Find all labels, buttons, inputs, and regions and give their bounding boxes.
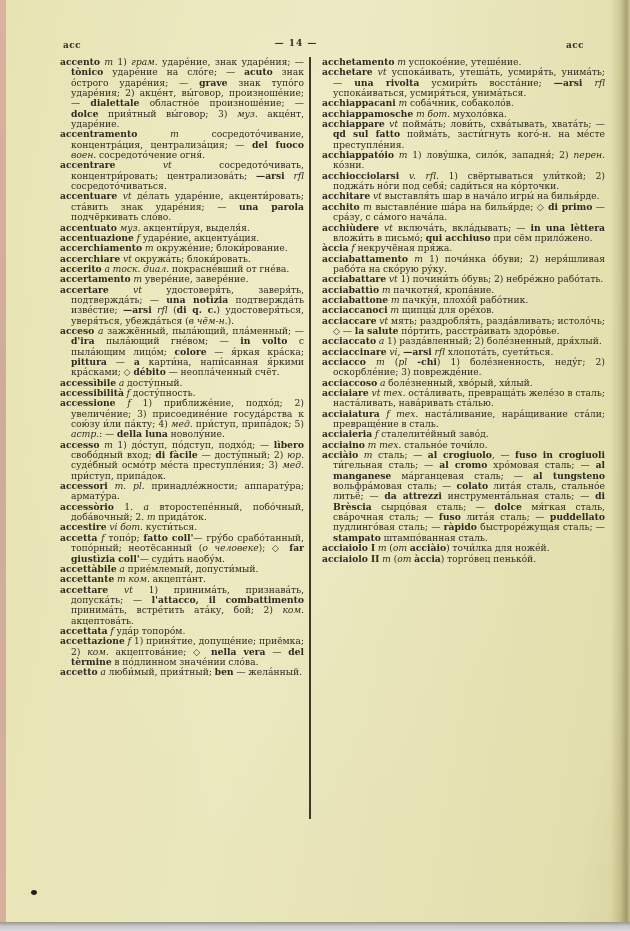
dictionary-entry: acciaieria f сталелите́йный заво́д. (322, 429, 489, 441)
page-left-edge (0, 0, 6, 931)
headword: accerchiamento (60, 243, 143, 255)
dictionary-entry: accettata f уда́р топоро́м. (60, 625, 186, 637)
headword: acciaccanoci (322, 305, 388, 317)
dictionary-entry: accentuato муз. акценти́руя, выделя́я. (60, 222, 250, 234)
dictionary-entry: acciaiolo II m (от àccia) торго́вец пенько́й. (322, 553, 537, 565)
headword: accessìbile (60, 377, 117, 389)
left-column (60, 58, 304, 679)
headword: accentrare (60, 160, 116, 172)
dictionary-entry: acciaccoso a боле́зненный, хво́рый, хи́лый. (322, 377, 533, 389)
dictionary-entry: accessori m. pl. принадле́жности; аппарату́ра; армату́ра. (60, 481, 304, 503)
headword: accessori (60, 481, 108, 493)
headword: acceso (60, 325, 95, 337)
dictionary-entry: acciaccare vt мять; раздробля́ть, разда́вливать; истоло́чь; ◇ — la salute по́ртить, расстра́ивать здоро́вье. (322, 315, 605, 337)
running-head-left: acc (63, 41, 81, 51)
headword: acchiappatóio (322, 150, 395, 162)
headword: accestire (60, 522, 107, 534)
headword: acchito (322, 201, 360, 213)
headword: accettante (60, 574, 115, 586)
page-bottom-edge (0, 922, 630, 931)
dictionary-entry: accettante m ком. акцепта́нт. (60, 574, 207, 586)
headword: accertamento (60, 274, 131, 286)
headword: accetto (60, 667, 98, 679)
dictionary-entry: accesso m 1) до́ступ, по́дступ, подхо́д; — lìbero свобо́дный вход; di fàcile — досту́пный; 2) юр. суде́бный осмо́тр ме́ста преступле́ния; 3) мед. при́ступ, припа́док. (60, 439, 304, 482)
dictionary-entry: accertamento m увере́ние, завере́ние. (60, 274, 249, 286)
dictionary-entry: acchito m выставле́ние ша́ра на билья́рде; ◇ di primo — сра́зу, с са́мого нача́ла. (322, 201, 605, 224)
headword: accettazione (60, 636, 125, 648)
headword: acciaieria (322, 429, 373, 441)
headword: accettata (60, 625, 108, 637)
page-number: — 14 — (274, 39, 318, 49)
dictionary-entry: acchetamento m успокое́ние, утеше́ние. (322, 57, 522, 68)
column-divider (309, 57, 311, 819)
headword: acciaiolo I (322, 543, 376, 555)
headword: acciaccoso (322, 377, 378, 389)
dictionary-entry: acciàio m сталь; — al crogiuolo, — fuso in crogiuoli ти́гельная сталь; — al cromo хро́мовая сталь; — al manganese ма́рганцевая сталь; — al tungsteno вольфра́мовая сталь; — colato лита́я сталь, стально́е литьё; — da attrezzi инструмента́льная сталь; — di Brèscia сырцо́вая сталь; — dolce мя́гкая сталь, сва́рочная сталь; — fuso лита́я сталь; — puddellato пудлинго́вая сталь; — ràpido быстроре́жущая сталь; — stampato штампо́ванная сталь. (322, 450, 606, 544)
headword: acchitare (322, 191, 371, 203)
dictionary-entry: accessibilità f досту́пность. (60, 388, 196, 399)
headword: acchiappacani (322, 98, 396, 110)
headword: accettàbile (60, 563, 117, 575)
dictionary-entry: accestire vi бот. кусти́ться. (60, 522, 198, 534)
dictionary-entry: accentramento m сосредото́чивание, концентра́ция, централиза́ция; — del fuoco воен. сосредото́чение огня́. (60, 129, 304, 162)
dictionary-entry: accerchiare vt окружа́ть; блоки́ровать. (60, 253, 251, 265)
headword: acciabattare (322, 274, 387, 286)
headword: acciaiatura (322, 408, 380, 420)
dictionary-entry: accettàbile a прие́млемый, допусти́мый. (60, 563, 259, 575)
dictionary-entry: acciabattìo m пачкотня́, кропа́ние. (322, 284, 495, 296)
dictionary-entry: acciacco m (pl -chi) 1) боле́зненность, неду́г; 2) оскорбле́ние; 3) поврежде́ние. (322, 356, 605, 379)
headword: accentuare (60, 191, 118, 203)
dictionary-entry: acciabattone m пачку́н, плохо́й рабо́тник. (322, 294, 529, 306)
headword: acciaiolo II (322, 553, 380, 565)
right-column (322, 58, 605, 565)
headword: acchiùdere (322, 222, 379, 234)
headword: acchiappamosche (322, 108, 414, 120)
headword: acciaino (322, 439, 365, 451)
dictionary-entry: accerito a тоск. диал. покрасне́вший от гне́ва. (60, 263, 290, 275)
dictionary-entry: acchitare vt выставля́ть шар в нача́ло игры́ на билья́рде. (322, 191, 600, 203)
dictionary-entry: acciabattare vt 1) почини́ть о́бувь; 2) небре́жно рабо́тать. (322, 274, 604, 286)
dictionary-entry: accerchiamento m окруже́ние; блоки́рование. (60, 243, 288, 255)
headword: accento (60, 57, 101, 68)
dictionary-entry: accento m 1) грам. ударе́ние, знак ударе́ния; — tònico ударе́ние на сло́ге; — acuto знак о́строго ударе́ния; — grave знак тупо́го ударе́ния; 2) акце́нт, вы́говор, произноше́ние; — dialettale областно́е произноше́ние; — dolce прия́тный вы́говор; 3) муз. акце́нт, ударе́ние. (60, 57, 305, 131)
dictionary-entry: accessìbile a досту́пный. (60, 377, 183, 389)
headword: acciabattìo (322, 284, 380, 296)
dictionary-entry: acciaiare vt тех. оста́ливать, превраща́ть желе́зо в сталь; наста́ливать, нава́ривать ста́лью. (322, 388, 605, 410)
headword: accerito (60, 263, 102, 275)
headword: accessione (60, 398, 116, 410)
headword: acciaccinare (322, 346, 387, 358)
headword: acciabattone (322, 294, 389, 306)
headword: acciàio (322, 450, 359, 462)
headword: acchiocciolarsi (322, 170, 400, 182)
headword: acciabattamento (322, 253, 409, 265)
dictionary-entry: acciaiolo I m (от acciàio) точи́лка для ноже́й. (322, 543, 550, 555)
dictionary-entry: acciabattamento m 1) почи́нка о́буви; 2) неря́шливая рабо́та на ско́рую ру́ку. (322, 253, 605, 275)
running-head-right: acc (566, 41, 584, 51)
headword: àccia (322, 243, 349, 255)
headword: accessòrio (60, 501, 114, 513)
headword: acchiappare (322, 119, 385, 131)
dictionary-entry: acciaccato a 1) разда́вленный; 2) боле́зненный, дря́хлый. (322, 336, 602, 348)
dictionary-entry: accentrare vt сосредото́чивать, концентри́ровать; централизова́ть; —arsi rfl сосредото́чиваться. (60, 160, 304, 193)
headword: accessibilità (60, 388, 124, 399)
headword: acciacco (322, 356, 366, 368)
headword: acciaiare (322, 388, 369, 399)
ink-spot (31, 890, 37, 895)
headword: accerchiare (60, 253, 121, 265)
dictionary-entry: accettazione f 1) приня́тие, допуще́ние; приёмка; 2) ком. акцептова́ние; ◇ nella vera — del tèrmine в по́длинном значе́нии сло́ва. (60, 636, 304, 668)
headword: acchetamento (322, 57, 395, 68)
dictionary-entry: acchiappare vt пойма́ть; лови́ть, схва́тывать, хвата́ть; — qd sul fatto пойма́ть, засти́гнуть кого́-н. на ме́сте преступле́ния. (322, 119, 605, 151)
headword: acciaccato (322, 336, 377, 348)
dictionary-entry: acchiappacani m соба́чник, собаколо́в. (322, 98, 514, 110)
dictionary-entry: acciaccanoci m щипцы́ для оре́хов. (322, 305, 495, 317)
dictionary-entry: acceso a зажжённый, пыла́ющий, пла́менный; — d'ira пыла́ющий гне́вом; — in volto с пыла́ющим лицо́м; colore — я́ркая кра́ска; pittura — a карти́на, напи́санная я́ркими кра́сками; ◇ débito — неопла́ченный счёт. (60, 325, 304, 379)
headword: accettare (60, 584, 109, 596)
dictionary-entry: accertare vt удостоверя́ть, заверя́ть, подтвержда́ть; — una notìzia подтвержда́ть изве́стие; —arsi rfl (di q. c.) удостоверя́ться, уверя́ться, убежда́ться (в чём-н.). (60, 284, 305, 327)
headword: accetta (60, 532, 98, 544)
headword: acciaccare (322, 315, 377, 327)
dictionary-entry: acciaino m тех. стально́е точи́ло. (322, 439, 488, 451)
dictionary-entry: acchetare vt успока́ивать, утеша́ть, усмиря́ть, унима́ть; — una rivolta усмири́ть восста́ние; —arsi rfl успока́иваться, усмиря́ться, унима́ться. (322, 67, 605, 100)
headword: accertare (60, 284, 109, 296)
dictionary-entry: accessòrio 1. a второстепе́нный, побо́чный, доба́вочный; 2. m прида́ток. (60, 501, 304, 524)
dictionary-entry: accettare vt 1) принима́ть, признава́ть, допуска́ть; — l'attacco, il combattimento принима́ть, встре́тить ата́ку, бой; 2) ком. акцептова́ть. (60, 584, 304, 627)
dictionary-entry: acciaccinare vi, —arsi rfl хлопота́ть, суети́ться. (322, 346, 554, 358)
dictionary-entry: accetta f топо́р; fatto coll'— гру́бо срабо́танный, топо́рный; неотёсанный (о человеке); ◇ far giustìzia coll'— суди́ть наобу́м. (60, 532, 304, 565)
dictionary-entry: accetto a люби́мый, прия́тный; ben — жела́нный. (60, 667, 303, 679)
dictionary-entry: àccia f некручёная пря́жа. (322, 243, 453, 255)
dictionary-entry: accentuare vt де́лать ударе́ние, акценти́ровать; ста́вить знак ударе́ния; — una parola подчёркивать сло́во. (60, 191, 304, 224)
headword: accesso (60, 439, 100, 451)
headword: acchetare (322, 67, 373, 79)
dictionary-entry: acchiocciolarsi v. rfl. 1) свёртываться ули́ткой; 2) поджа́ть но́ги под себя́; сади́ться на ко́рточки. (322, 170, 605, 193)
page-right-edge (610, 0, 630, 931)
headword: accentramento (60, 129, 138, 141)
dictionary-entry: acchiappatóio m 1) лову́шка, сило́к, западня́; 2) перен. ко́зни. (322, 150, 605, 172)
dictionary-entry: accentuazione f ударе́ние, акцентуа́ция. (60, 232, 260, 244)
dictionary-entry: acchiùdere vt включа́ть, вкла́дывать; — in una lèttera вложи́ть в письмо́; qui acchiuso при сём прило́жено. (322, 222, 605, 244)
dictionary-entry: acchiappamosche m бот. мухоло́вка. (322, 108, 507, 120)
dictionary-entry: acciaiatura f тех. наста́ливание, нара́щивание ста́ли; превраще́ние в сталь. (322, 408, 605, 431)
dictionary-entry: accessione f 1) приближе́ние, подхо́д; 2) увеличе́ние; 3) присоедине́ние госуда́рства к сою́зу и́ли па́кту; 4) мед. при́ступ, припа́док; 5) астр.: — della luna новолу́ние. (60, 398, 304, 441)
headword: accentuazione (60, 232, 134, 244)
headword: accentuato (60, 222, 117, 234)
